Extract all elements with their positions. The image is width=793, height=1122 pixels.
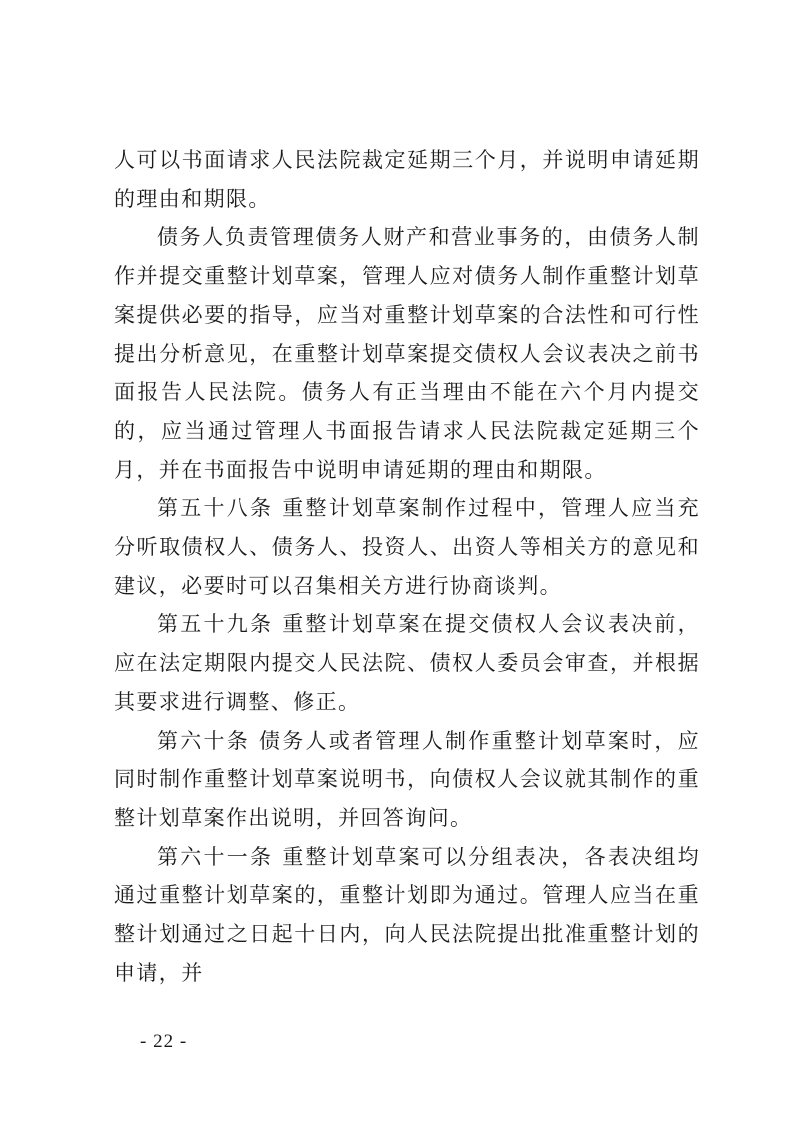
paragraph-2: 债务人负责管理债务人财产和营业事务的，由债务人制作并提交重整计划草案，管理人应对债务人制作重整计划草案提供必要的指导，应当对重整计划草案的合法性和可行性提出分析意见，在重整计划草案提交债权人会议表决之前书面报告人民法院。债务人有正当理由不能在六个月内提交的，应当通过管理人书面报告请求人民法院裁定延期三个月，并在书面报告中说明申请延期的理由和期限。 <box>114 225 700 482</box>
paragraph-1: 人可以书面请求人民法院裁定延期三个月，并说明申请延期的理由和期限。 <box>114 148 700 211</box>
article-59-paragraph: 第五十九条 重整计划草案在提交债权人会议表决前，应在法定期限内提交人民法院、债权人委员会审查，并根据其要求进行调整、修正。 <box>114 612 700 714</box>
article-58-paragraph: 第五十八条 重整计划草案制作过程中，管理人应当充分听取债权人、债务人、投资人、出资人等相关方的意见和建议，必要时可以召集相关方进行协商谈判。 <box>114 496 700 598</box>
document-body <box>114 141 700 992</box>
article-60-paragraph: 第六十条 债务人或者管理人制作重整计划草案时，应同时制作重整计划草案说明书，向债权人会议就其制作的重整计划草案作出说明，并回答询问。 <box>114 728 700 830</box>
article-61-paragraph: 第六十一条 重整计划草案可以分组表决，各表决组均通过重整计划草案的，重整计划即为通过。管理人应当在重整计划通过之日起十日内，向人民法院提出批准重整计划的申请，并 <box>114 844 700 985</box>
page-number: - 22 - <box>140 1031 188 1052</box>
